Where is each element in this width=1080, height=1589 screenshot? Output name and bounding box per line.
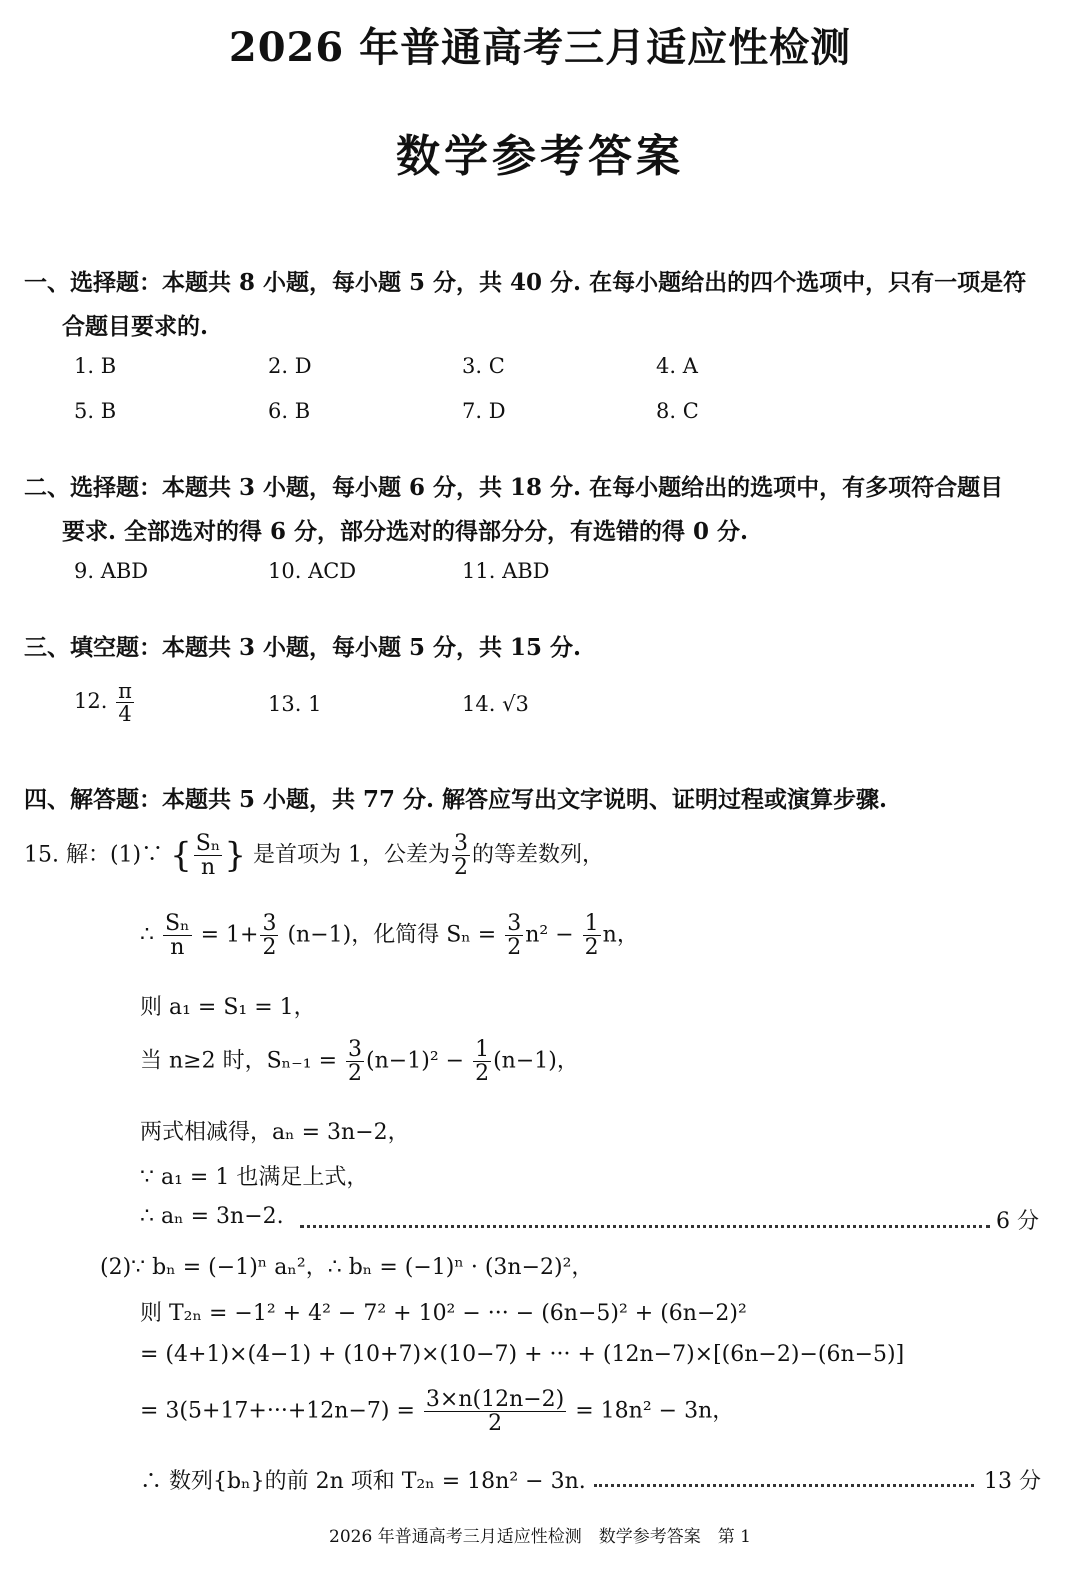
answer-7: 7. D bbox=[462, 399, 506, 423]
score-part1: 6 分 bbox=[996, 1209, 1039, 1234]
q15-line5: 两式相减得，aₙ = 3n−2， bbox=[140, 1120, 410, 1145]
q15-line4: 当 n≥2 时，Sₙ₋₁ = $\frac{3}{2}$ (n−1)² − $\frac{1}{2}$ (n−1)， bbox=[140, 1037, 579, 1087]
answer-6: 6. B bbox=[268, 399, 311, 423]
q15-part2-line5: ∴ 数列{bₙ}的前 2n 项和 T₂ₙ = 18n² − 3n. bbox=[140, 1469, 586, 1494]
answer-14: 14. √3 bbox=[462, 692, 529, 716]
answer-11: 11. ABD bbox=[462, 559, 550, 583]
q15-part2-line2: 则 T₂ₙ = −1² + 4² − 7² + 10² − ··· − (6n−5)² + (6n−2)² bbox=[140, 1301, 747, 1326]
section4-header: 四、解答题：本题共 5 小题，共 77 分. 解答应写出文字说明、证明过程或演算步骤. bbox=[24, 786, 888, 813]
page-subtitle: 数学参考答案 bbox=[396, 131, 684, 182]
answer-3: 3. C bbox=[462, 354, 505, 378]
answer-1: 1. B bbox=[74, 354, 117, 378]
q15-line3: 则 a₁ = S₁ = 1， bbox=[140, 995, 316, 1020]
section2-header: 二、选择题：本题共 3 小题，每小题 6 分，共 18 分. 在每小题给出的选项中，有多项符合题目 bbox=[24, 474, 1004, 501]
answer-5: 5. B bbox=[74, 399, 117, 423]
answer-8: 8. C bbox=[656, 399, 699, 423]
q15-part2-line1: (2)∵ bₙ = (−1)ⁿ aₙ²，∴ bₙ = (−1)ⁿ · (3n−2)²， bbox=[100, 1255, 594, 1280]
dotted-leader-2 bbox=[594, 1484, 974, 1487]
answer-13: 13. 1 bbox=[268, 692, 322, 716]
answer-2: 2. D bbox=[268, 354, 312, 378]
section3-header: 三、填空题：本题共 3 小题，每小题 5 分，共 15 分. bbox=[24, 634, 582, 661]
answer-12: 12. $\frac{\pi}{4}$ bbox=[74, 679, 132, 727]
dotted-leader bbox=[300, 1225, 990, 1228]
page-footer: 2026 年普通高考三月适应性检测 数学参考答案 第 1 bbox=[329, 1527, 751, 1547]
q15-part2-line4: = 3(5+17+···+12n−7) = $\frac{3\times n(12n-2)}{2}$ = 18n² − 3n， bbox=[140, 1387, 735, 1437]
score-part2: 13 分 bbox=[984, 1469, 1041, 1494]
answer-9: 9. ABD bbox=[74, 559, 149, 583]
q15-part2-line3: = (4+1)×(4−1) + (10+7)×(10−7) + ··· + (12n−7)×[(6n−2)−(6n−5)] bbox=[140, 1342, 905, 1367]
section2-header-cont: 要求. 全部选对的得 6 分，部分选对的得部分分，有选错的得 0 分. bbox=[62, 518, 749, 545]
q15-line1: 15. 解：(1)∵ { $\frac{\text{Sₙ}}{n}$ } 是首项为 1，公差为 $\frac{3}{2}$ 的等差数列， bbox=[24, 831, 605, 881]
answer-4: 4. A bbox=[656, 354, 698, 378]
q15-line7: ∴ aₙ = 3n−2. bbox=[140, 1204, 284, 1229]
section1-header: 一、选择题：本题共 8 小题，每小题 5 分，共 40 分. 在每小题给出的四个选项中，只有一项是符 bbox=[24, 269, 1027, 296]
section1-header-cont: 合题目要求的. bbox=[62, 313, 209, 340]
answer-10: 10. ACD bbox=[268, 559, 357, 583]
q15-line6: ∵ a₁ = 1 也满足上式， bbox=[140, 1165, 369, 1190]
page-title: 2026 年普通高考三月适应性检测 bbox=[228, 24, 852, 71]
q15-line2: ∴ $\frac{\text{Sₙ}}{n}$ = 1+ $\frac{3}{2}$ (n−1)，化简得 Sₙ = $\frac{3}{2}$ n² − $\frac{1}{2}$ n， bbox=[140, 911, 639, 961]
